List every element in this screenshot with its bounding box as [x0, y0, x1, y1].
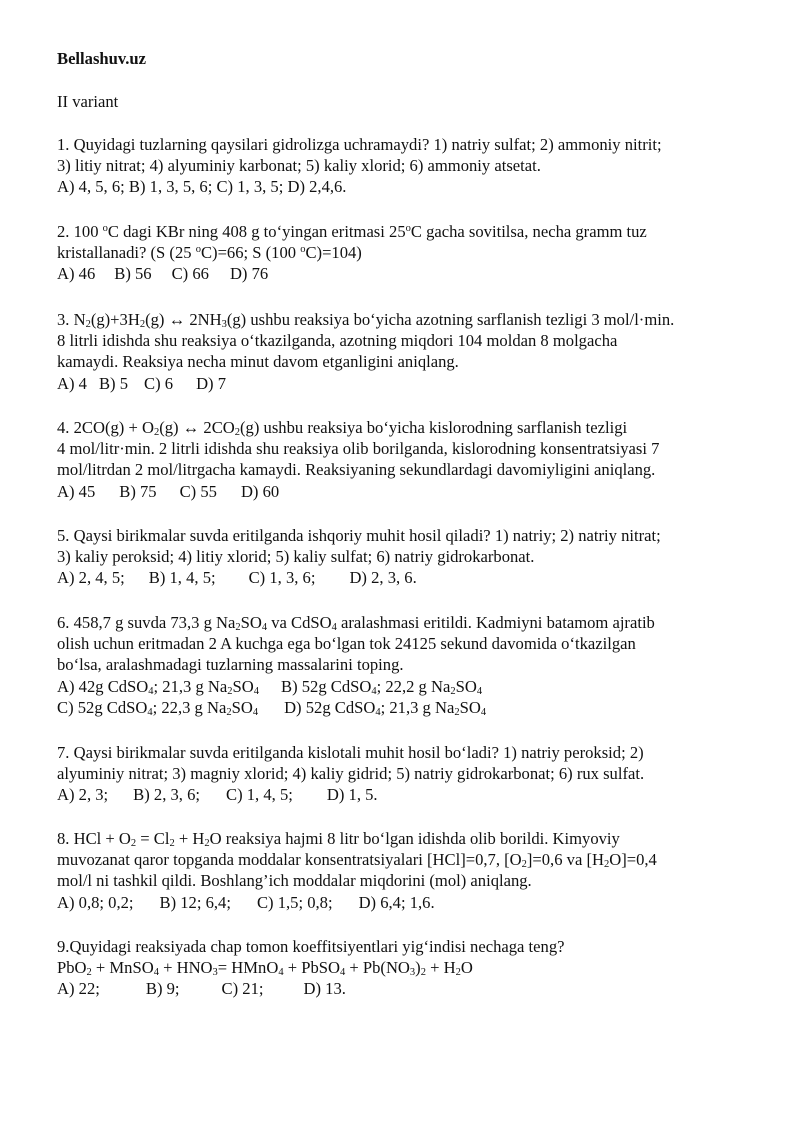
question-text: 9.Quyidagi reaksiyada chap tomon koeffitsiyentlari yig‘indisi nechaga teng?: [57, 937, 565, 956]
answer-b: B) 9;: [145, 979, 180, 999]
question-text: 4 mol/litr·min. 2 litrli idishda shu reaksiya olib borilganda, kislorodning konsentratsiyasi 7: [57, 439, 660, 459]
answer-b: B) 75: [119, 481, 157, 501]
question-text: kristallanadi? (S (25 $^o$C)=66; S (100 $^o$C)=104): [57, 243, 362, 263]
question-text: 8. HCl + $O_2 = Cl_2 + H_2O$ reaksiya hajmi 8 litr bo‘lgan idishda olib borildi. Kimyoviy: [57, 829, 620, 849]
question-text: olish uchun eritmadan 2 A kuchga ega bo‘lgan tok 24125 sekund davomida o‘tkazilgan: [57, 634, 636, 654]
question-7: [57, 742, 757, 806]
answer-a: A) 42g CdSO$_4$; 21,3 g $Na_2SO_4$: [57, 676, 259, 697]
answer-c: C) 6: [144, 373, 174, 393]
answer-options: [57, 373, 757, 394]
answer-a: A) 4: [57, 373, 87, 393]
question-6: [57, 612, 757, 718]
question-text: 3) kaliy peroksid; 4) litiy xlorid; 5) kaliy sulfat; 6) natriy gidrokarbonat.: [57, 547, 535, 567]
question-text: 6. 458,7 g suvda 73,3 g $Na_2SO_4$ va CdSO$_4$ aralashmasi eritildi. Kadmiyni batamom ajratib: [57, 613, 655, 633]
question-text: alyuminiy nitrat; 3) magniy xlorid; 4) kaliy gidrid; 5) natriy gidrokarbonat; 6) rux sulfat.: [57, 764, 645, 784]
answer-options: [57, 892, 757, 913]
answer-b: B) 52g CdSO$_4$; 22,2 g $Na_2SO_4$: [281, 676, 483, 697]
answer-options: [57, 567, 757, 588]
question-9: [57, 936, 757, 1000]
reaction-equation: PbO$_2$ + MnSO$_4$ + $HNO_3=$ HMnO$_4$ + PbSO$_4$ + $Pb(NO_3)_2 + H_2O$: [57, 958, 473, 979]
question-text: 2. 100 $^o$C dagi KBr ning 408 g to‘yingan eritmasi 25$^o$C gacha sovitilsa, necha gramm tuz: [57, 222, 647, 241]
question-text: 1. Quyidagi tuzlarning qaysilari gidrolizga uchramaydi? 1) natriy sulfat; 2) ammoniy nitrit;: [57, 135, 662, 154]
answer-d: D) 6,4; 1,6.: [358, 892, 435, 912]
answer-a: A) 46: [57, 264, 96, 284]
answer-d: D) 7: [196, 373, 227, 393]
question-text: kamaydi. Reaksiya necha minut davom etganligini aniqlang.: [57, 352, 459, 372]
answer-options: [57, 978, 757, 999]
answer-d: D) 2, 3, 6.: [349, 568, 417, 588]
answer-options: [57, 676, 757, 697]
answer-options: A) 4, 5, 6; B) 1, 3, 5, 6; C) 1, 3, 5; D) 2,4,6.: [57, 177, 347, 197]
answer-d: D) 13.: [303, 979, 346, 999]
question-1: [57, 134, 757, 198]
answer-b: B) 2, 3, 6;: [133, 785, 201, 805]
answer-c: C) 21;: [221, 979, 264, 999]
answer-options: [57, 263, 757, 284]
question-text: bo‘lsa, aralashmadagi tuzlarning massalarini toping.: [57, 655, 404, 675]
question-text: 3. $N_2(g)+3H_2(g)$ ↔ $2NH_3(g)$ ushbu reaksiya bo‘yicha azotning sarflanish tezligi 3 mol/l·min.: [57, 310, 675, 330]
answer-c: C) 1,5; 0,8;: [256, 892, 333, 912]
question-text: 8 litrli idishda shu reaksiya o‘tkazilganda, azotning miqdori 104 moldan 8 molgacha: [57, 331, 618, 351]
answer-options: [57, 697, 757, 718]
answer-c: C) 52g CdSO$_4$; 22,3 g $Na_2SO_4$: [57, 697, 259, 718]
answer-options: [57, 784, 757, 805]
variant-title: II variant: [57, 92, 119, 111]
question-2: [57, 221, 757, 285]
answer-b: B) 12; 6,4;: [159, 892, 231, 912]
question-text: mol/l ni tashkil qildi. Boshlang’ich moddalar miqdorini (mol) aniqlang.: [57, 871, 532, 891]
answer-a: A) 2, 3;: [57, 785, 109, 805]
answer-d: D) 60: [240, 481, 280, 501]
question-text: muvozanat qaror topganda moddalar konsentratsiyalari [HCl]=0,7, $[O_2]=0,6$ va $[H_2O]=0,4$: [57, 850, 657, 871]
answer-b: B) 5: [98, 373, 129, 393]
question-5: [57, 525, 757, 589]
question-text: 7. Qaysi birikmalar suvda eritilganda kislotali muhit hosil bo‘ladi? 1) natriy peroksid; 2): [57, 743, 644, 762]
answer-d: D) 1, 5.: [326, 785, 378, 805]
question-3: [57, 309, 757, 394]
answer-d: D) 76: [229, 264, 269, 284]
answer-options: [57, 481, 757, 502]
question-8: [57, 828, 757, 913]
answer-c: C) 66: [171, 264, 209, 284]
question-text: mol/litrdan 2 mol/litrgacha kamaydi. Reaksiyaning sekundlardagi davomiyligini aniqlang.: [57, 460, 656, 480]
answer-a: A) 2, 4, 5;: [57, 568, 125, 588]
answer-c: C) 1, 4, 5;: [226, 785, 293, 805]
answer-b: B) 1, 4, 5;: [148, 568, 216, 588]
site-name: Bellashuv.uz: [57, 49, 146, 68]
answer-d: D) 52g CdSO$_4$; 21,3 g $Na_2SO_4$: [284, 697, 487, 718]
answer-a: A) 22;: [57, 979, 100, 999]
answer-a: A) 45: [57, 481, 96, 501]
answer-b: B) 56: [114, 264, 152, 284]
answer-c: C) 55: [179, 481, 217, 501]
question-4: [57, 417, 757, 502]
question-text: 5. Qaysi birikmalar suvda eritilganda ishqoriy muhit hosil qiladi? 1) natriy; 2) natriy nitrat;: [57, 526, 661, 545]
answer-a: A) 0,8; 0,2;: [57, 892, 134, 912]
question-text: 4. $2CO(g) + O_2(g)$ ↔ $2CO_2(g)$ ushbu reaksiya bo‘yicha kislorodning sarflanish tezligi: [57, 418, 628, 438]
answer-c: C) 1, 3, 6;: [248, 568, 316, 588]
question-text: 3) litiy nitrat; 4) alyuminiy karbonat; 5) kaliy xlorid; 6) ammoniy atsetat.: [57, 156, 541, 176]
